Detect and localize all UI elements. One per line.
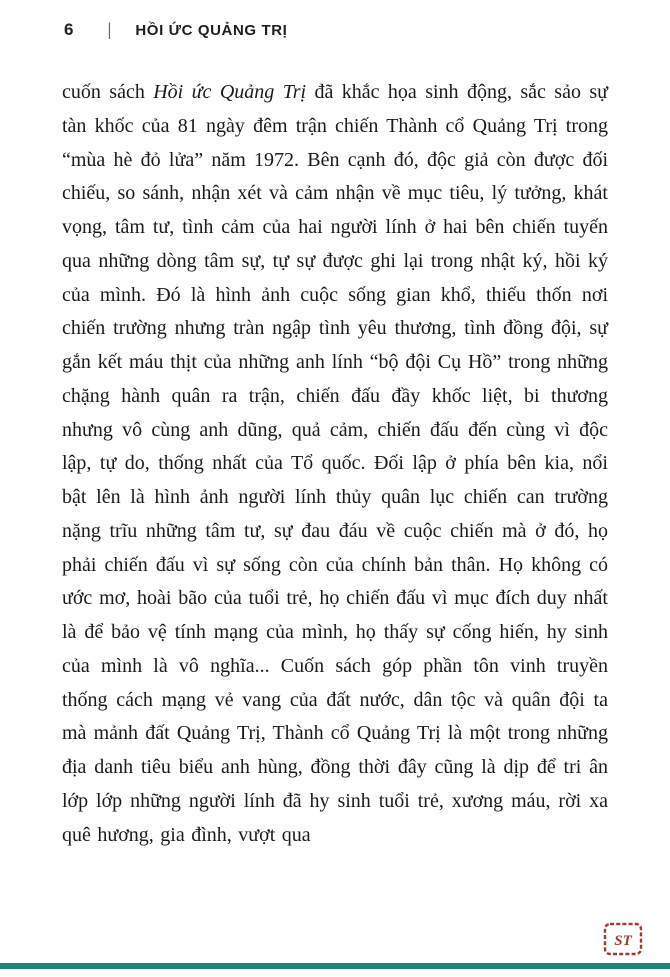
body-paragraph <box>62 76 608 852</box>
footer-rule <box>0 963 670 969</box>
page-number: 6 <box>64 20 74 39</box>
book-title-italic: Hồi ức Quảng Trị <box>153 81 307 103</box>
publisher-logo <box>602 921 644 957</box>
body-text-main: đã khắc họa sinh động, sắc sảo sự tàn khốc của 81 ngày đêm trận chiến Thành cổ Quảng Trị trong “mùa hè đỏ lửa” năm 1972. Bên cạnh đó, độc giả còn được đối chiếu, so sánh, nhận xét và cảm nhận về mục tiêu, lý tưởng, khát vọng, tâm tư, tình cảm của hai người lính ở hai bên chiến tuyến qua những dòng tâm sự, tự sự được ghi lại trong nhật ký, hồi ký của mình. Đó là hình ảnh cuộc sống gian khổ, thiếu thốn nơi chiến trường nhưng tràn ngập tình yêu thương, tình đồng đội, sự gắn kết máu thịt của những anh lính “bộ đội Cụ Hồ” trong những chặng hành quân ra trận, chiến đấu đầy khốc liệt, bi thương nhưng vô cùng anh dũng, quả cảm, chiến đấu đến cùng vì độc lập, tự do, thống nhất của Tổ quốc. Đối lập ở phía bên kia, nổi bật lên là hình ảnh người lính thủy quân lục chiến can trường nặng trĩu những tâm tư, sự đau đáu về cuộc chiến mà ở đó, họ phải chiến đấu vì sự sống còn của chính bản thân. Họ không có ước mơ, hoài bão của tuổi trẻ, họ chiến đấu vì mục đích duy nhất là để bảo vệ tính mạng của mình, họ thấy sự cống hiến, hy sinh của mình là vô nghĩa... Cuốn sách góp phần tôn vinh truyền thống cách mạng vẻ vang của đất nước, dân tộc và quân đội ta mà mảnh đất Quảng Trị, Thành cổ Quảng Trị là một trong những địa danh tiêu biểu anh hùng, đồng thời đây cũng là dịp để tri ân lớp lớp những người lính đã hy sinh tuổi trẻ, xương máu, rời xa quê hương, gia đình, vượt qua <box>62 81 608 846</box>
publisher-logo-text: ST <box>614 933 632 949</box>
header-separator: | <box>107 20 112 40</box>
publisher-stamp-icon <box>602 921 644 957</box>
page-header <box>64 20 606 40</box>
body-text-prefix: cuốn sách <box>62 81 154 103</box>
running-title: HỒI ỨC QUẢNG TRỊ <box>135 21 288 39</box>
